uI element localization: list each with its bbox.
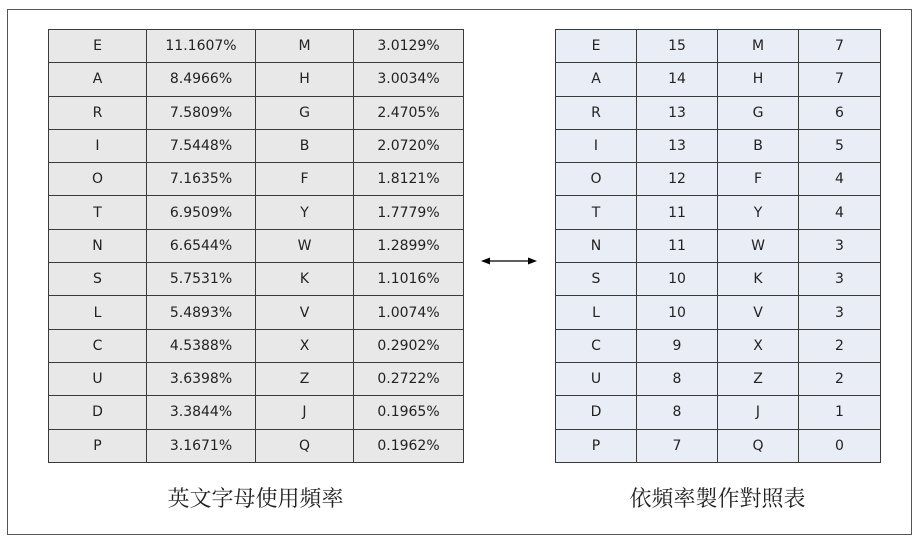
letter-cell: X bbox=[718, 329, 799, 362]
count-cell: 8 bbox=[637, 362, 718, 395]
table-row bbox=[556, 30, 881, 63]
count-cell: 2 bbox=[799, 362, 881, 395]
table-row bbox=[556, 296, 881, 329]
table-row bbox=[556, 396, 881, 429]
letter-cell: T bbox=[49, 196, 147, 229]
count-cell: 10 bbox=[637, 263, 718, 296]
figure-frame bbox=[7, 9, 912, 535]
count-cell: 5 bbox=[799, 129, 881, 162]
letter-frequency-caption: 英文字母使用頻率 bbox=[167, 487, 344, 512]
count-cell: 3 bbox=[799, 263, 881, 296]
table-row bbox=[49, 263, 464, 296]
letter-frequency-rows bbox=[49, 30, 464, 463]
count-cell: 11 bbox=[637, 196, 718, 229]
letter-cell: H bbox=[718, 63, 799, 96]
cipher-mapping-rows bbox=[556, 30, 881, 463]
table-row bbox=[556, 129, 881, 162]
table-row bbox=[556, 229, 881, 262]
letter-cell: Y bbox=[718, 196, 799, 229]
percent-cell: 0.1965% bbox=[354, 396, 464, 429]
count-cell: 4 bbox=[799, 163, 881, 196]
letter-cell: F bbox=[718, 163, 799, 196]
letter-cell: B bbox=[718, 129, 799, 162]
table-row bbox=[49, 163, 464, 196]
letter-cell: U bbox=[556, 362, 637, 395]
table-row bbox=[49, 96, 464, 129]
table-row bbox=[49, 429, 464, 462]
percent-cell: 7.5448% bbox=[147, 129, 256, 162]
letter-cell: N bbox=[556, 229, 637, 262]
percent-cell: 1.8121% bbox=[354, 163, 464, 196]
table-row bbox=[49, 396, 464, 429]
letter-cell: X bbox=[256, 329, 354, 362]
count-cell: 7 bbox=[637, 429, 718, 462]
percent-cell: 3.1671% bbox=[147, 429, 256, 462]
percent-cell: 6.9509% bbox=[147, 196, 256, 229]
table-row bbox=[49, 129, 464, 162]
letter-cell: Y bbox=[256, 196, 354, 229]
percent-cell: 0.1962% bbox=[354, 429, 464, 462]
table-row bbox=[49, 362, 464, 395]
percent-cell: 1.0074% bbox=[354, 296, 464, 329]
table-row bbox=[556, 163, 881, 196]
count-cell: 13 bbox=[637, 129, 718, 162]
count-cell: 13 bbox=[637, 96, 718, 129]
letter-cell: A bbox=[49, 63, 147, 96]
letter-cell: O bbox=[556, 163, 637, 196]
letter-cell: O bbox=[49, 163, 147, 196]
letter-cell: K bbox=[718, 263, 799, 296]
letter-cell: L bbox=[49, 296, 147, 329]
count-cell: 12 bbox=[637, 163, 718, 196]
letter-cell: K bbox=[256, 263, 354, 296]
count-cell: 3 bbox=[799, 229, 881, 262]
letter-cell: A bbox=[556, 63, 637, 96]
table-row bbox=[556, 329, 881, 362]
table-row bbox=[556, 196, 881, 229]
table-row bbox=[556, 263, 881, 296]
letter-cell: W bbox=[718, 229, 799, 262]
percent-cell: 1.2899% bbox=[354, 229, 464, 262]
letter-cell: M bbox=[718, 30, 799, 63]
table-row bbox=[556, 362, 881, 395]
count-cell: 0 bbox=[799, 429, 881, 462]
letter-cell: Z bbox=[718, 362, 799, 395]
percent-cell: 2.4705% bbox=[354, 96, 464, 129]
count-cell: 3 bbox=[799, 296, 881, 329]
percent-cell: 4.5388% bbox=[147, 329, 256, 362]
count-cell: 10 bbox=[637, 296, 718, 329]
letter-cell: S bbox=[556, 263, 637, 296]
count-cell: 14 bbox=[637, 63, 718, 96]
percent-cell: 11.1607% bbox=[147, 30, 256, 63]
count-cell: 7 bbox=[799, 30, 881, 63]
letter-cell: D bbox=[49, 396, 147, 429]
percent-cell: 6.6544% bbox=[147, 229, 256, 262]
letter-cell: N bbox=[49, 229, 147, 262]
cipher-mapping-caption: 依頻率製作對照表 bbox=[629, 487, 806, 512]
table-row bbox=[49, 329, 464, 362]
count-cell: 11 bbox=[637, 229, 718, 262]
letter-cell: C bbox=[49, 329, 147, 362]
letter-cell: J bbox=[718, 396, 799, 429]
letter-cell: B bbox=[256, 129, 354, 162]
count-cell: 15 bbox=[637, 30, 718, 63]
letter-cell: Z bbox=[256, 362, 354, 395]
percent-cell: 0.2722% bbox=[354, 362, 464, 395]
letter-cell: E bbox=[556, 30, 637, 63]
letter-cell: T bbox=[556, 196, 637, 229]
percent-cell: 1.7779% bbox=[354, 196, 464, 229]
letter-cell: I bbox=[49, 129, 147, 162]
table-row bbox=[49, 229, 464, 262]
letter-cell: R bbox=[49, 96, 147, 129]
percent-cell: 5.4893% bbox=[147, 296, 256, 329]
letter-cell: R bbox=[556, 96, 637, 129]
table-row bbox=[49, 30, 464, 63]
percent-cell: 1.1016% bbox=[354, 263, 464, 296]
letter-cell: D bbox=[556, 396, 637, 429]
letter-cell: G bbox=[718, 96, 799, 129]
table-row bbox=[49, 196, 464, 229]
letter-cell: V bbox=[256, 296, 354, 329]
letter-cell: L bbox=[556, 296, 637, 329]
percent-cell: 7.1635% bbox=[147, 163, 256, 196]
percent-cell: 3.6398% bbox=[147, 362, 256, 395]
table-row bbox=[556, 429, 881, 462]
table-row bbox=[49, 63, 464, 96]
count-cell: 4 bbox=[799, 196, 881, 229]
letter-cell: J bbox=[256, 396, 354, 429]
count-cell: 7 bbox=[799, 63, 881, 96]
percent-cell: 3.3844% bbox=[147, 396, 256, 429]
letter-cell: U bbox=[49, 362, 147, 395]
letter-cell: Q bbox=[718, 429, 799, 462]
letter-cell: F bbox=[256, 163, 354, 196]
table-row bbox=[49, 296, 464, 329]
percent-cell: 3.0034% bbox=[354, 63, 464, 96]
double-arrow-icon bbox=[481, 253, 537, 269]
letter-cell: C bbox=[556, 329, 637, 362]
count-cell: 1 bbox=[799, 396, 881, 429]
count-cell: 9 bbox=[637, 329, 718, 362]
letter-cell: W bbox=[256, 229, 354, 262]
letter-cell: V bbox=[718, 296, 799, 329]
percent-cell: 2.0720% bbox=[354, 129, 464, 162]
letter-cell: H bbox=[256, 63, 354, 96]
count-cell: 2 bbox=[799, 329, 881, 362]
letter-cell: P bbox=[49, 429, 147, 462]
percent-cell: 3.0129% bbox=[354, 30, 464, 63]
count-cell: 8 bbox=[637, 396, 718, 429]
letter-cell: M bbox=[256, 30, 354, 63]
letter-cell: I bbox=[556, 129, 637, 162]
letter-cell: S bbox=[49, 263, 147, 296]
percent-cell: 8.4966% bbox=[147, 63, 256, 96]
percent-cell: 0.2902% bbox=[354, 329, 464, 362]
letter-frequency-table bbox=[48, 29, 464, 463]
letter-cell: E bbox=[49, 30, 147, 63]
table-row bbox=[556, 96, 881, 129]
table-row bbox=[556, 63, 881, 96]
letter-cell: P bbox=[556, 429, 637, 462]
cipher-mapping-table bbox=[555, 29, 881, 463]
percent-cell: 7.5809% bbox=[147, 96, 256, 129]
count-cell: 6 bbox=[799, 96, 881, 129]
letter-cell: Q bbox=[256, 429, 354, 462]
percent-cell: 5.7531% bbox=[147, 263, 256, 296]
letter-cell: G bbox=[256, 96, 354, 129]
